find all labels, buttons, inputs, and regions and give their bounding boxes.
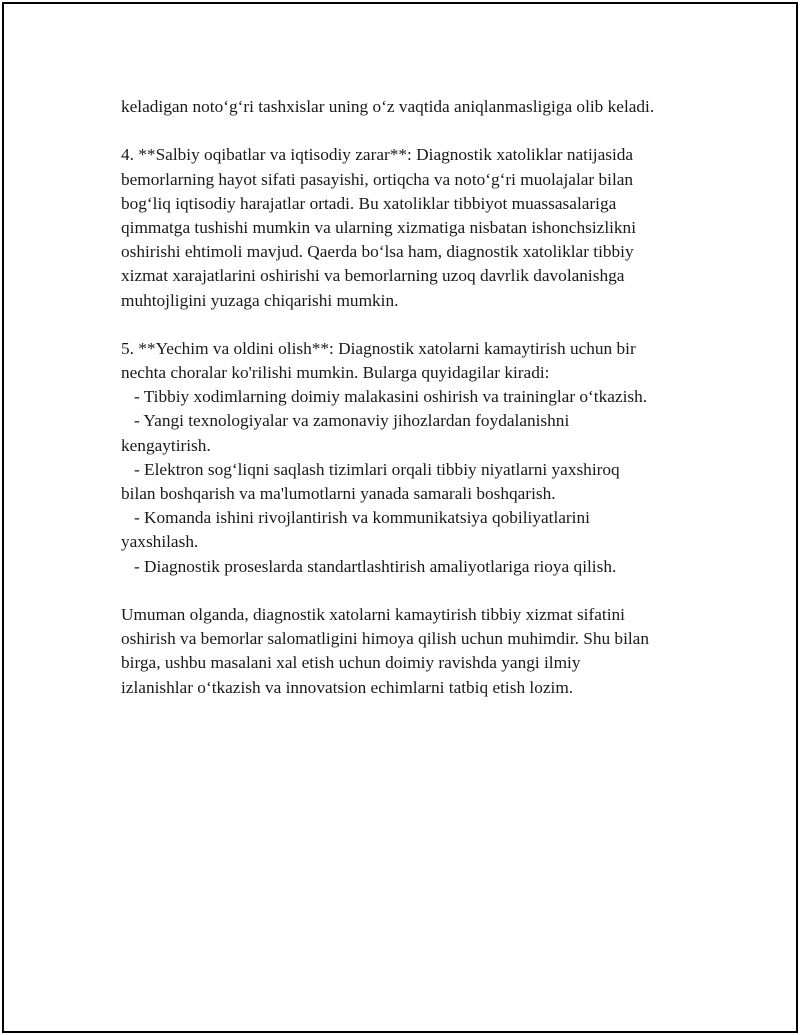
list-item: - Yangi texnologiyalar va zamonaviy jihozlardan foydalanishni — [121, 411, 570, 431]
conclusion-paragraph — [121, 603, 701, 700]
text-line: birga, ushbu masalani xal etish uchun doimiy ravishda yangi ilmiy — [121, 653, 581, 673]
text-line: muhtojligini yuzaga chiqarishi mumkin. — [121, 290, 399, 310]
text-line: 4. **Salbiy oqibatlar va iqtisodiy zarar**: Diagnostik xatoliklar natijasida — [121, 145, 634, 165]
text-line: oshirish va bemorlar salomatligini himoya qilish uchun muhimdir. Shu bilan — [121, 629, 649, 649]
list-item: - Tibbiy xodimlarning doimiy malakasini oshirish va traininglar o‘tkazish. — [121, 387, 648, 407]
text-line: Umuman olganda, diagnostik xatolarni kamaytirish tibbiy xizmat sifatini — [121, 604, 625, 624]
list-item: - Komanda ishini rivojlantirish va kommunikatsiya qobiliyatlarini — [121, 508, 590, 528]
list-item-continuation: yaxshilash. — [121, 532, 199, 552]
paragraph-spacer — [121, 313, 701, 337]
text-line: xizmat xarajatlarini oshirishi va bemorlarning uzoq davrlik davolanishga — [121, 266, 625, 286]
section-4-paragraph — [121, 143, 701, 312]
paragraph-spacer — [121, 579, 701, 603]
list-item-continuation: kengaytirish. — [121, 435, 211, 455]
text-line: 5. **Yechim va oldini olish**: Diagnostik xatolarni kamaytirish uchun bir — [121, 338, 636, 358]
text-line: qimmatga tushishi mumkin va ularning xizmatiga nisbatan ishonchsizlikni — [121, 217, 637, 237]
list-item-continuation: bilan boshqarish va ma'lumotlarni yanada samarali boshqarish. — [121, 484, 556, 503]
document-body — [121, 95, 701, 700]
text-line: bemorlarning hayot sifati pasayishi, ortiqcha va noto‘g‘ri muolajalar bilan — [121, 169, 634, 189]
text-line: izlanishlar o‘tkazish va innovatsion echimlarni tatbiq etish lozim. — [121, 677, 574, 697]
list-item: - Elektron sog‘liqni saqlash tizimlari orqali tibbiy niyatlarni yaxshiroq — [121, 459, 620, 479]
text-line: oshirishi ehtimoli mavjud. Qaerda bo‘lsa ham, diagnostik xatoliklar tibbiy — [121, 242, 634, 262]
text-line: nechta choralar ko'rilishi mumkin. Bularga quyidagilar kiradi: — [121, 363, 550, 383]
text-line: keladigan noto‘g‘ri tashxislar uning o‘z vaqtida aniqlanmasligiga olib keladi. — [121, 97, 655, 116]
paragraph-spacer — [121, 119, 701, 143]
page-frame — [2, 2, 798, 1033]
intro-paragraph-tail — [121, 95, 701, 119]
section-5-paragraph — [121, 337, 701, 579]
list-item: - Diagnostik proseslarda standartlashtirish amaliyotlariga rioya qilish. — [121, 556, 617, 576]
text-line: bog‘liq iqtisodiy harajatlar ortadi. Bu xatoliklar tibbiyot muassasalariga — [121, 193, 617, 213]
